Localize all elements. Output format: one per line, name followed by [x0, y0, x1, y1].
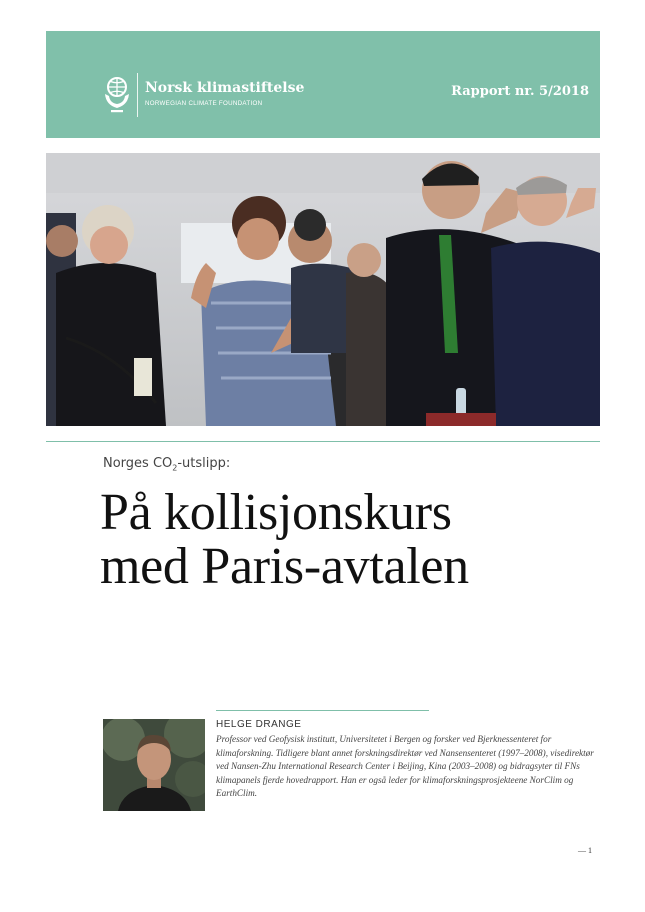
kicker-prefix: Norges CO: [103, 456, 173, 471]
author-bio: Professor ved Geofysisk institutt, Universitetet i Bergen og forsker ved Bjerknessenteret for klimaforskning. Tidligere blant annet forskningsdirektør ved Nansensenteret (1997–2008), visedirektør ved Nansen-Zhu International Research Center i Beijing, Kina (2003–2008) og bidragsyter til FNs klimapanels fjerde hovedrapport. Han er også leder for klimaforskningsprosjekteene NorClim og EarthClim.: [216, 734, 594, 799]
author-name: HELGE DRANGE: [216, 719, 302, 730]
kicker-subscript: 2: [172, 463, 178, 473]
globe-hands-logo-icon: [102, 75, 132, 115]
author-portrait: [103, 719, 205, 811]
logo-divider: [137, 73, 138, 117]
report-kicker: [103, 456, 230, 473]
organization-name: Norsk klimastiftelse: [145, 80, 305, 96]
title-line-1: På kollisjonskurs: [100, 484, 452, 541]
report-title: [100, 486, 469, 594]
author-divider-rule: [216, 710, 429, 711]
kicker-suffix: -utslipp:: [177, 456, 231, 471]
divider-rule: [46, 441, 600, 442]
page-number: — 1: [578, 846, 592, 855]
organization-subtitle: NORWEGIAN CLIMATE FOUNDATION: [145, 100, 263, 107]
title-line-2: med Paris-avtalen: [100, 538, 469, 595]
cover-photo: [46, 153, 600, 426]
report-number: Rapport nr. 5/2018: [451, 84, 589, 99]
